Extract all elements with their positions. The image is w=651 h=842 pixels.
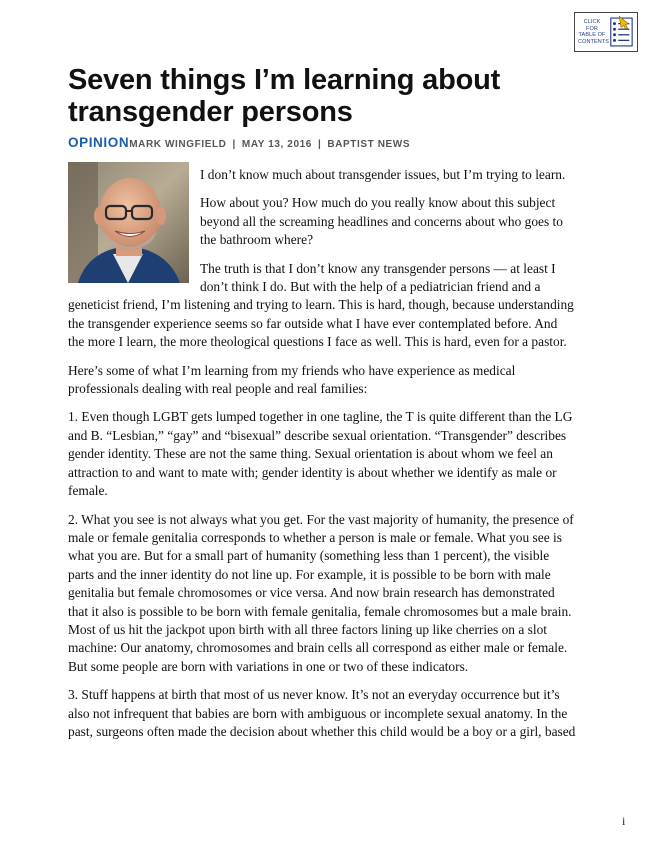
paragraph: The truth is that I don’t know any transgender persons — at least I don’t think I do. But with the help of a pediatrician friend and a geneticist friend, I’m listening and trying to learn. This is hard, though, because understanding the transgender experience seems so far outside what I have ever contemplated before. And the more I learn, the more theological questions I face as well. This is hard, even for a pastor. — [68, 260, 574, 350]
byline: OPINIONMARK WINGFIELD | MAY 13, 2016 | BAPTIST NEWS — [68, 135, 411, 150]
paragraph: How about you? How much do you really know about this subject beyond all the screaming headlines and concerns about who goes to the bathroom where? — [200, 195, 563, 248]
author-name: MARK WINGFIELD — [129, 139, 227, 150]
article-body — [68, 166, 576, 751]
publish-date: MAY 13, 2016 — [241, 139, 312, 150]
paragraph: Here’s some of what I’m learning from my friends who have experience as medical professionals dealing with real people and real families: — [68, 362, 516, 397]
publication-source: BAPTIST NEWS — [327, 139, 411, 150]
section-label: OPINION — [68, 135, 130, 150]
list-checklist-icon — [608, 15, 634, 49]
table-of-contents-button[interactable] — [574, 12, 638, 52]
page-number: i — [622, 814, 626, 828]
paragraph: 1. Even though LGBT gets lumped together in one tagline, the T is quite different than the LG and B. “Lesbian,” “gay” and “bisexual” describe sexual orientation. “Transgender” describes gender identity. These are not the same thing. Sexual orientation is about whom we feel an attraction to and want to mate with; gender identity is about whether we identify as male or female. — [68, 409, 573, 499]
article-title: Seven things I’m learning about transgender persons — [68, 64, 501, 128]
paragraph: I don’t know much about transgender issues, but I’m trying to learn. — [200, 167, 566, 182]
paragraph: 2. What you see is not always what you get. For the vast majority of humanity, the presence of male or female genitalia corresponds to whether a person is male or female. What you see is what you are. But for a small part of humanity (something less than 1 percent), the visible parts and the inner identity do not line up. For example, it is possible to be born with male genitalia but female chromosomes or vice versa. And now brain research has demonstrated that it also is possible to be born with female genitalia, female chromosomes but a male brain. Most of us hit the jackpot upon birth with all three factors lining up like cherries on a slot machine: Our anatomy, chromosomes and brain cells all correspond as either male or female. But some people are born with variations in one or two of these indicators. — [68, 511, 574, 674]
paragraph: 3. Stuff happens at birth that most of us never know. It’s not an everyday occurrence but it’s also not infrequent that babies are born with ambiguous or incomplete sexual anatomy. In the past, surgeons often made the decision about whether this child would be a boy or a girl, based — [68, 687, 576, 739]
toc-label: CLICK FOR TABLE OF CONTENTS — [578, 19, 610, 45]
